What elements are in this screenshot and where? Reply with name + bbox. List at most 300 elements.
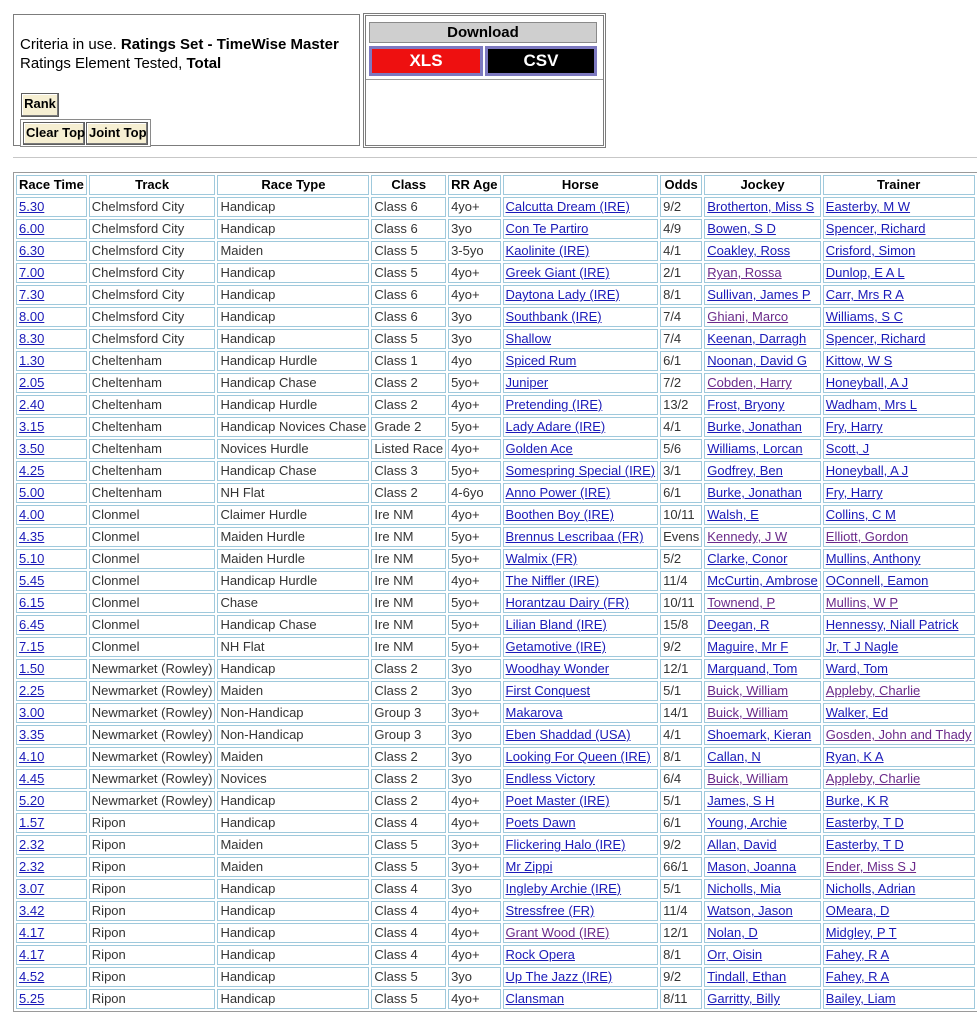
race-time-cell — [16, 659, 87, 679]
rr-age-cell: 3yo — [448, 769, 500, 789]
jockey-link[interactable]: Garritty, Billy — [707, 991, 780, 1006]
race-time-link[interactable]: 2.05 — [19, 375, 45, 390]
track-cell: Clonmel — [89, 637, 216, 657]
horse-cell — [503, 351, 659, 371]
race-type-cell: Handicap — [217, 879, 369, 899]
jockey-link[interactable]: Shoemark, Kieran — [707, 727, 812, 742]
trainer-link[interactable]: Ender, Miss S J — [825, 859, 917, 874]
race-type-cell: Handicap — [217, 989, 369, 1009]
trainer-link[interactable]: Dunlop, E A L — [825, 265, 905, 280]
horse-link[interactable]: The Niffler (IRE) — [505, 573, 600, 588]
jockey-link[interactable]: James, S H — [707, 793, 775, 808]
race-time-link[interactable]: 3.35 — [19, 727, 45, 742]
column-header-race-time[interactable]: Race Time — [16, 175, 87, 195]
horse-link[interactable]: Clansman — [505, 991, 565, 1006]
odds-cell: 5/1 — [660, 879, 702, 899]
trainer-link[interactable]: Wadham, Mrs L — [825, 397, 918, 412]
race-type-cell: Handicap Chase — [217, 461, 369, 481]
race-time-cell — [16, 879, 87, 899]
rr-age-cell: 3yo+ — [448, 703, 500, 723]
track-cell: Chelmsford City — [89, 263, 216, 283]
race-type-cell: Handicap — [217, 967, 369, 987]
horse-cell — [503, 241, 659, 261]
horse-link[interactable]: Ingleby Archie (IRE) — [505, 881, 622, 896]
horse-link[interactable]: Up The Jazz (IRE) — [505, 969, 613, 984]
joint-top-button[interactable]: Joint Top — [86, 122, 148, 145]
class-cell: Ire NM — [371, 505, 446, 525]
race-time-link[interactable]: 5.25 — [19, 991, 45, 1006]
trainer-link[interactable]: Scott, J — [825, 441, 870, 456]
table-row — [16, 571, 977, 591]
race-time-cell — [16, 923, 87, 943]
trainer-cell — [823, 263, 975, 283]
trainer-link[interactable]: Burke, K R — [825, 793, 889, 808]
jockey-link[interactable]: Buick, William — [707, 771, 789, 786]
rr-age-cell: 3yo — [448, 879, 500, 899]
race-time-link[interactable]: 4.52 — [19, 969, 45, 984]
trainer-cell — [823, 747, 975, 767]
rr-age-cell: 3yo — [448, 307, 500, 327]
odds-cell: 5/6 — [660, 439, 702, 459]
jockey-link[interactable]: Nolan, D — [707, 925, 758, 940]
race-time-cell — [16, 527, 87, 547]
race-type-cell: Handicap — [217, 791, 369, 811]
jockey-link[interactable]: Townend, P — [707, 595, 776, 610]
track-cell: Clonmel — [89, 505, 216, 525]
jockey-link[interactable]: Callan, N — [707, 749, 761, 764]
race-time-link[interactable]: 8.00 — [19, 309, 45, 324]
track-cell: Chelmsford City — [89, 241, 216, 261]
trainer-cell — [823, 637, 975, 657]
odds-cell: 4/1 — [660, 241, 702, 261]
horse-link[interactable]: Spiced Rum — [505, 353, 577, 368]
horse-cell — [503, 769, 659, 789]
trainer-link[interactable]: Hennessy, Niall Patrick — [825, 617, 959, 632]
track-cell: Cheltenham — [89, 373, 216, 393]
jockey-cell — [704, 901, 821, 921]
trainer-link[interactable]: Gosden, John and Thady — [825, 727, 972, 742]
trainer-link[interactable]: Jr, T J Nagle — [825, 639, 899, 654]
jockey-link[interactable]: Ryan, Rossa — [707, 265, 782, 280]
race-type-cell: Non-Handicap — [217, 725, 369, 745]
trainer-cell — [823, 879, 975, 899]
jockey-link[interactable]: Coakley, Ross — [707, 243, 791, 258]
jockey-cell — [704, 197, 821, 217]
horse-link[interactable]: First Conquest — [505, 683, 591, 698]
horse-link[interactable]: Juniper — [505, 375, 549, 390]
race-type-cell: Handicap — [217, 329, 369, 349]
track-cell: Ripon — [89, 835, 216, 855]
rr-age-cell: 4yo+ — [448, 263, 500, 283]
trainer-link[interactable]: Bailey, Liam — [825, 991, 896, 1006]
race-time-link[interactable]: 5.00 — [19, 485, 45, 500]
trainer-link[interactable]: OConnell, Eamon — [825, 573, 929, 588]
jockey-link[interactable]: Marquand, Tom — [707, 661, 798, 676]
table-row — [16, 549, 977, 569]
race-time-cell — [16, 329, 87, 349]
horse-link[interactable]: Poet Master (IRE) — [505, 793, 610, 808]
horse-link[interactable]: Pretending (IRE) — [505, 397, 603, 412]
race-time-link[interactable]: 4.17 — [19, 947, 45, 962]
jockey-link[interactable]: Deegan, R — [707, 617, 770, 632]
race-time-link[interactable]: 6.45 — [19, 617, 45, 632]
race-time-cell — [16, 813, 87, 833]
rr-age-cell: 4yo+ — [448, 813, 500, 833]
table-row — [16, 307, 977, 327]
jockey-link[interactable]: Keenan, Darragh — [707, 331, 807, 346]
xls-download-button[interactable]: XLS — [369, 46, 483, 76]
horse-link[interactable]: Walmix (FR) — [505, 551, 578, 566]
horse-link[interactable]: Con Te Partiro — [505, 221, 589, 236]
table-row — [16, 747, 977, 767]
jockey-link[interactable]: Tindall, Ethan — [707, 969, 787, 984]
horse-link[interactable]: Looking For Queen (IRE) — [505, 749, 651, 764]
race-time-cell — [16, 219, 87, 239]
race-time-cell — [16, 725, 87, 745]
trainer-link[interactable]: Ward, Tom — [825, 661, 888, 676]
race-time-cell — [16, 571, 87, 591]
rr-age-cell: 4yo+ — [448, 571, 500, 591]
trainer-cell — [823, 373, 975, 393]
race-type-cell: NH Flat — [217, 637, 369, 657]
rr-age-cell: 3yo+ — [448, 857, 500, 877]
race-time-cell — [16, 637, 87, 657]
trainer-link[interactable]: Midgley, P T — [825, 925, 897, 940]
trainer-link[interactable]: Nicholls, Adrian — [825, 881, 916, 896]
race-time-link[interactable]: 6.15 — [19, 595, 45, 610]
table-row — [16, 417, 977, 437]
jockey-link[interactable]: Bowen, S D — [707, 221, 776, 236]
trainer-link[interactable]: Appleby, Charlie — [825, 683, 921, 698]
track-cell: Newmarket (Rowley) — [89, 703, 216, 723]
jockey-link[interactable]: Watson, Jason — [707, 903, 793, 918]
odds-cell: 12/1 — [660, 923, 702, 943]
horse-link[interactable]: Woodhay Wonder — [505, 661, 610, 676]
odds-cell: 2/1 — [660, 263, 702, 283]
table-row — [16, 791, 977, 811]
race-time-link[interactable]: 2.25 — [19, 683, 45, 698]
race-type-cell: Handicap Hurdle — [217, 571, 369, 591]
csv-download-button[interactable]: CSV — [485, 46, 597, 76]
horse-cell — [503, 219, 659, 239]
trainer-link[interactable]: Walker, Ed — [825, 705, 889, 720]
jockey-link[interactable]: McCurtin, Ambrose — [707, 573, 818, 588]
odds-cell: 7/4 — [660, 329, 702, 349]
class-cell: Class 5 — [371, 241, 446, 261]
race-time-link[interactable]: 1.30 — [19, 353, 45, 368]
jockey-link[interactable]: Walsh, E — [707, 507, 759, 522]
odds-cell: 9/2 — [660, 637, 702, 657]
horse-cell — [503, 329, 659, 349]
rr-age-cell: 4yo+ — [448, 901, 500, 921]
race-type-cell: Maiden — [217, 835, 369, 855]
horse-cell — [503, 967, 659, 987]
trainer-link[interactable]: Spencer, Richard — [825, 331, 926, 346]
jockey-link[interactable]: Allan, David — [707, 837, 777, 852]
race-time-link[interactable]: 3.42 — [19, 903, 45, 918]
trainer-cell — [823, 681, 975, 701]
class-cell: Class 2 — [371, 483, 446, 503]
race-type-cell: Maiden — [217, 681, 369, 701]
clear-top-button[interactable]: Clear Top — [23, 122, 85, 145]
download-panel — [363, 13, 606, 148]
trainer-link[interactable]: Kittow, W S — [825, 353, 893, 368]
rr-age-cell: 3yo+ — [448, 835, 500, 855]
rr-age-cell: 3yo — [448, 219, 500, 239]
horse-link[interactable]: Golden Ace — [505, 441, 573, 456]
race-time-link[interactable]: 3.15 — [19, 419, 45, 434]
track-cell: Newmarket (Rowley) — [89, 659, 216, 679]
trainer-link[interactable]: Fahey, R A — [825, 947, 890, 962]
rr-age-cell: 3yo — [448, 329, 500, 349]
table-row — [16, 329, 977, 349]
class-cell: Ire NM — [371, 527, 446, 547]
table-row — [16, 219, 977, 239]
race-time-link[interactable]: 5.45 — [19, 573, 45, 588]
trainer-cell — [823, 197, 975, 217]
class-cell: Class 4 — [371, 879, 446, 899]
track-cell: Ripon — [89, 923, 216, 943]
jockey-link[interactable]: Burke, Jonathan — [707, 419, 802, 434]
jockey-link[interactable]: Sullivan, James P — [707, 287, 811, 302]
trainer-link[interactable]: Honeyball, A J — [825, 375, 909, 390]
horse-link[interactable]: Southbank (IRE) — [505, 309, 602, 324]
race-time-link[interactable]: 7.15 — [19, 639, 45, 654]
odds-cell: 66/1 — [660, 857, 702, 877]
table-row — [16, 923, 977, 943]
horse-link[interactable]: Eben Shaddad (USA) — [505, 727, 631, 742]
trainer-cell — [823, 483, 975, 503]
trainer-link[interactable]: Crisford, Simon — [825, 243, 916, 258]
trainer-cell — [823, 703, 975, 723]
trainer-link[interactable]: Fry, Harry — [825, 485, 883, 500]
horse-link[interactable]: Boothen Boy (IRE) — [505, 507, 614, 522]
jockey-link[interactable]: Cobden, Harry — [707, 375, 792, 390]
race-time-link[interactable]: 7.30 — [19, 287, 45, 302]
horse-link[interactable]: Grant Wood (IRE) — [505, 925, 610, 940]
trainer-cell — [823, 967, 975, 987]
trainer-cell — [823, 351, 975, 371]
trainer-link[interactable]: Easterby, T D — [825, 815, 904, 830]
race-time-link[interactable]: 7.00 — [19, 265, 45, 280]
race-time-link[interactable]: 3.50 — [19, 441, 45, 456]
jockey-link[interactable]: Mason, Joanna — [707, 859, 797, 874]
odds-cell: 6/1 — [660, 813, 702, 833]
track-cell: Chelmsford City — [89, 197, 216, 217]
jockey-link[interactable]: Noonan, David G — [707, 353, 807, 368]
race-time-link[interactable]: 2.32 — [19, 859, 45, 874]
trainer-link[interactable]: Honeyball, A J — [825, 463, 909, 478]
race-time-link[interactable]: 8.30 — [19, 331, 45, 346]
jockey-link[interactable]: Young, Archie — [707, 815, 787, 830]
race-time-link[interactable]: 5.10 — [19, 551, 45, 566]
odds-cell: 12/1 — [660, 659, 702, 679]
horse-cell — [503, 593, 659, 613]
horse-cell — [503, 879, 659, 899]
race-time-link[interactable]: 5.30 — [19, 199, 45, 214]
jockey-link[interactable]: Buick, William — [707, 683, 789, 698]
race-time-link[interactable]: 2.40 — [19, 397, 45, 412]
race-time-cell — [16, 945, 87, 965]
race-time-link[interactable]: 4.35 — [19, 529, 45, 544]
table-row — [16, 615, 977, 635]
class-cell: Class 2 — [371, 747, 446, 767]
table-row — [16, 835, 977, 855]
jockey-link[interactable]: Godfrey, Ben — [707, 463, 783, 478]
race-time-link[interactable]: 1.57 — [19, 815, 45, 830]
horse-link[interactable]: Anno Power (IRE) — [505, 485, 611, 500]
class-cell: Class 4 — [371, 945, 446, 965]
race-time-link[interactable]: 5.20 — [19, 793, 45, 808]
jockey-link[interactable]: Burke, Jonathan — [707, 485, 802, 500]
horse-link[interactable]: Brennus Lescribaa (FR) — [505, 529, 644, 544]
trainer-link[interactable]: Collins, C M — [825, 507, 896, 522]
horse-cell — [503, 439, 659, 459]
table-row — [16, 769, 977, 789]
horse-cell — [503, 197, 659, 217]
horse-link[interactable]: Somespring Special (IRE) — [505, 463, 656, 478]
rr-age-cell: 4yo+ — [448, 285, 500, 305]
race-time-link[interactable]: 3.00 — [19, 705, 45, 720]
horse-link[interactable]: Lady Adare (IRE) — [505, 419, 606, 434]
table-row — [16, 725, 977, 745]
table-row — [16, 527, 977, 547]
race-time-cell — [16, 857, 87, 877]
horse-link[interactable]: Rock Opera — [505, 947, 575, 962]
horse-link[interactable]: Makarova — [505, 705, 563, 720]
jockey-cell — [704, 593, 821, 613]
trainer-cell — [823, 659, 975, 679]
horse-link[interactable]: Endless Victory — [505, 771, 595, 786]
horse-link[interactable]: Poets Dawn — [505, 815, 576, 830]
trainer-link[interactable]: Fry, Harry — [825, 419, 883, 434]
race-time-link[interactable]: 6.00 — [19, 221, 45, 236]
trainer-link[interactable]: Carr, Mrs R A — [825, 287, 904, 302]
jockey-link[interactable]: Orr, Oisin — [707, 947, 763, 962]
race-time-link[interactable]: 4.25 — [19, 463, 45, 478]
class-cell: Ire NM — [371, 593, 446, 613]
rr-age-cell: 3yo — [448, 681, 500, 701]
jockey-link[interactable]: Kennedy, J W — [707, 529, 788, 544]
race-type-cell: Handicap — [217, 923, 369, 943]
rr-age-cell: 4yo+ — [448, 791, 500, 811]
race-time-link[interactable]: 1.50 — [19, 661, 45, 676]
trainer-cell — [823, 769, 975, 789]
horse-link[interactable]: Horantzau Dairy (FR) — [505, 595, 630, 610]
horse-link[interactable]: Mr Zippi — [505, 859, 553, 874]
column-header-rr-age[interactable]: RR Age — [448, 175, 500, 195]
divider — [366, 79, 603, 80]
trainer-cell — [823, 945, 975, 965]
track-cell: Clonmel — [89, 527, 216, 547]
trainer-link[interactable]: Spencer, Richard — [825, 221, 926, 236]
jockey-cell — [704, 967, 821, 987]
race-time-link[interactable]: 4.17 — [19, 925, 45, 940]
class-cell: Class 6 — [371, 197, 446, 217]
race-time-cell — [16, 417, 87, 437]
horse-cell — [503, 747, 659, 767]
class-cell: Listed Race — [371, 439, 446, 459]
track-cell: Newmarket (Rowley) — [89, 681, 216, 701]
jockey-link[interactable]: Williams, Lorcan — [707, 441, 803, 456]
column-header-horse[interactable]: Horse — [503, 175, 659, 195]
jockey-cell — [704, 395, 821, 415]
trainer-cell — [823, 989, 975, 1009]
horse-link[interactable]: Lilian Bland (IRE) — [505, 617, 607, 632]
race-time-link[interactable]: 4.10 — [19, 749, 45, 764]
horse-link[interactable]: Greek Giant (IRE) — [505, 265, 610, 280]
trainer-link[interactable]: Mullins, Anthony — [825, 551, 921, 566]
top-button-group — [20, 119, 151, 147]
column-header-jockey[interactable]: Jockey — [704, 175, 821, 195]
race-time-link[interactable]: 2.32 — [19, 837, 45, 852]
race-time-cell — [16, 241, 87, 261]
race-time-cell — [16, 483, 87, 503]
trainer-cell — [823, 901, 975, 921]
race-time-link[interactable]: 4.00 — [19, 507, 45, 522]
column-header-odds[interactable]: Odds — [660, 175, 702, 195]
horse-link[interactable]: Calcutta Dream (IRE) — [505, 199, 630, 214]
trainer-link[interactable]: Easterby, T D — [825, 837, 904, 852]
class-cell: Class 5 — [371, 967, 446, 987]
jockey-cell — [704, 461, 821, 481]
race-type-cell: Handicap — [217, 659, 369, 679]
trainer-link[interactable]: Easterby, M W — [825, 199, 911, 214]
horse-link[interactable]: Flickering Halo (IRE) — [505, 837, 626, 852]
jockey-cell — [704, 681, 821, 701]
jockey-link[interactable]: Maguire, Mr F — [707, 639, 789, 654]
horse-link[interactable]: Daytona Lady (IRE) — [505, 287, 620, 302]
race-time-link[interactable]: 3.07 — [19, 881, 45, 896]
trainer-link[interactable]: Appleby, Charlie — [825, 771, 921, 786]
column-header-class[interactable]: Class — [371, 175, 446, 195]
jockey-link[interactable]: Nicholls, Mia — [707, 881, 781, 896]
race-time-link[interactable]: 4.45 — [19, 771, 45, 786]
horse-link[interactable]: Shallow — [505, 331, 552, 346]
track-cell: Ripon — [89, 813, 216, 833]
table-row — [16, 395, 977, 415]
rank-button[interactable]: Rank — [21, 93, 59, 117]
jockey-cell — [704, 879, 821, 899]
trainer-link[interactable]: OMeara, D — [825, 903, 890, 918]
jockey-link[interactable]: Brotherton, Miss S — [707, 199, 815, 214]
race-type-cell: Non-Handicap — [217, 703, 369, 723]
trainer-link[interactable]: Mullins, W P — [825, 595, 899, 610]
odds-cell: 10/11 — [660, 505, 702, 525]
trainer-link[interactable]: Elliott, Gordon — [825, 529, 909, 544]
track-cell: Cheltenham — [89, 483, 216, 503]
trainer-cell — [823, 571, 975, 591]
trainer-link[interactable]: Williams, S C — [825, 309, 904, 324]
jockey-cell — [704, 857, 821, 877]
jockey-link[interactable]: Ghiani, Marco — [707, 309, 789, 324]
horse-cell — [503, 901, 659, 921]
race-time-cell — [16, 373, 87, 393]
horse-link[interactable]: Getamotive (IRE) — [505, 639, 606, 654]
horse-link[interactable]: Stressfree (FR) — [505, 903, 595, 918]
jockey-link[interactable]: Clarke, Conor — [707, 551, 788, 566]
trainer-link[interactable]: Ryan, K A — [825, 749, 884, 764]
race-time-link[interactable]: 6.30 — [19, 243, 45, 258]
track-cell: Cheltenham — [89, 461, 216, 481]
column-header-trainer[interactable]: Trainer — [823, 175, 975, 195]
trainer-link[interactable]: Fahey, R A — [825, 969, 890, 984]
column-header-race-type[interactable]: Race Type — [217, 175, 369, 195]
jockey-link[interactable]: Buick, William — [707, 705, 789, 720]
column-header-track[interactable]: Track — [89, 175, 216, 195]
jockey-link[interactable]: Frost, Bryony — [707, 397, 785, 412]
horse-link[interactable]: Kaolinite (IRE) — [505, 243, 590, 258]
